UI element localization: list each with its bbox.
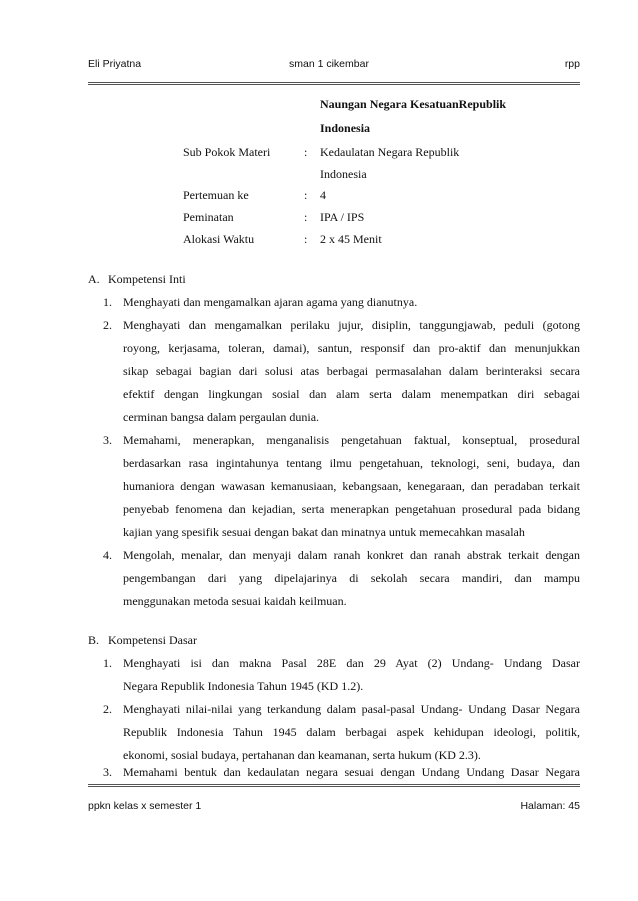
list-item-number: 2. [103,702,112,716]
list-item-line: kajian yang spesifik sesuai dengan bakat dan minatnya untuk memecahkan masalah [123,525,525,539]
list-item-line: Menghayati dan mengamalkan perilaku jujur, disiplin, tanggungjawab, peduli (gotong [123,318,580,332]
list-item-line: cerminan bangsa dalam pergaulan dunia. [123,410,320,424]
info-value-alokasi: 2 x 45 Menit [320,232,382,246]
list-item-line: Memahami, menerapkan, menganalisis pengetahuan faktual, konseptual, prosedural [123,433,580,447]
list-item-line: ekonomi, sosial budaya, pertahanan dan keamanan, serta hukum (KD 2.3). [123,748,481,762]
list-item-line: Memahami bentuk dan kedaulatan negara sesuai dengan Undang Undang Dasar Negara [123,765,580,779]
list-item-line: penyebab fenomena dan kejadian, serta menerapkan pengetahuan prosedural pada bidang [123,502,580,516]
header-author: Eli Priyatna [88,58,142,70]
footer-page-number: Halaman: 45 [520,800,580,812]
info-value-pertemuan: 4 [320,188,326,202]
list-item-number: 2. [103,318,112,332]
list-item-number: 1. [103,295,112,309]
info-colon: : [304,210,308,224]
list-item-line: menggunakan metoda sesuai kaidah keilmuan. [123,594,347,608]
section-b-title: Kompetensi Dasar [108,633,197,647]
list-item-line: humaniora dengan wawasan kemanusiaan, kebangsaan, kenegaraan, dan peradaban terkait [123,479,580,493]
list-item-line: pengembangan dari yang dipelajarinya di sekolah secara mandiri, dan mampu [123,571,580,585]
list-item-line: berdasarkan rasa ingintahunya tentang ilmu pengetahuan, teknologi, seni, budaya, dan [123,456,580,470]
info-title-line2: Indonesia [320,121,371,135]
list-item-line: efektif dengan lingkungan sosial dan alam serta dalam menempatkan diri sebagai [123,387,580,401]
section-b-marker: B. [88,633,100,647]
info-colon: : [304,232,308,246]
section-a-title: Kompetensi Inti [108,272,186,286]
header-rule [88,82,580,85]
info-colon: : [304,188,308,202]
list-item-line: Mengolah, menalar, dan menyaji dalam ranah konkret dan ranah abstrak terkait dengan [123,548,580,562]
list-item-number: 3. [103,433,112,447]
list-item-line: Menghayati dan mengamalkan ajaran agama yang dianutnya. [123,295,418,309]
header-school: sman 1 cikembar [289,58,369,70]
info-label-sub-pokok: Sub Pokok Materi [183,145,271,159]
list-item-line: Menghayati isi dan makna Pasal 28E dan 29 Ayat (2) Undang- Undang Dasar [123,656,580,670]
list-item-line: royong, kerjasama, toleran, damai), santun, responsif dan pro-aktif dan menunjukkan [123,341,580,355]
list-item-number: 4. [103,548,112,562]
info-colon: : [304,145,308,159]
info-title-line1: Naungan Negara KesatuanRepublik [320,97,507,111]
header-doc-type: rpp [564,58,580,70]
list-item-number: 3. [103,765,112,779]
info-value-peminatan: IPA / IPS [320,210,365,224]
list-item-line: Negara Republik Indonesia Tahun 1945 (KD 1.2). [123,679,364,693]
info-label-peminatan: Peminatan [183,210,234,224]
list-item-line: sikap sebagai bagian dari solusi atas berbagai permasalahan dalam berinteraksi secara [123,364,580,378]
info-label-alokasi: Alokasi Waktu [183,232,255,246]
footer-course: ppkn kelas x semester 1 [88,800,202,812]
list-item-line: Menghayati nilai-nilai yang terkandung dalam pasal-pasal Undang- Undang Dasar Negara [123,702,580,716]
list-item-number: 1. [103,656,112,670]
info-value-sub-pokok: Kedaulatan Negara Republik [320,145,460,159]
info-value-sub-pokok-cont: Indonesia [320,167,367,181]
footer-rule [88,784,580,787]
info-label-pertemuan: Pertemuan ke [183,188,249,202]
list-item-line: Republik Indonesia Tahun 1945 dalam berbagai aspek kehidupan ideologi, politik, [123,725,580,739]
section-a-marker: A. [88,272,100,286]
